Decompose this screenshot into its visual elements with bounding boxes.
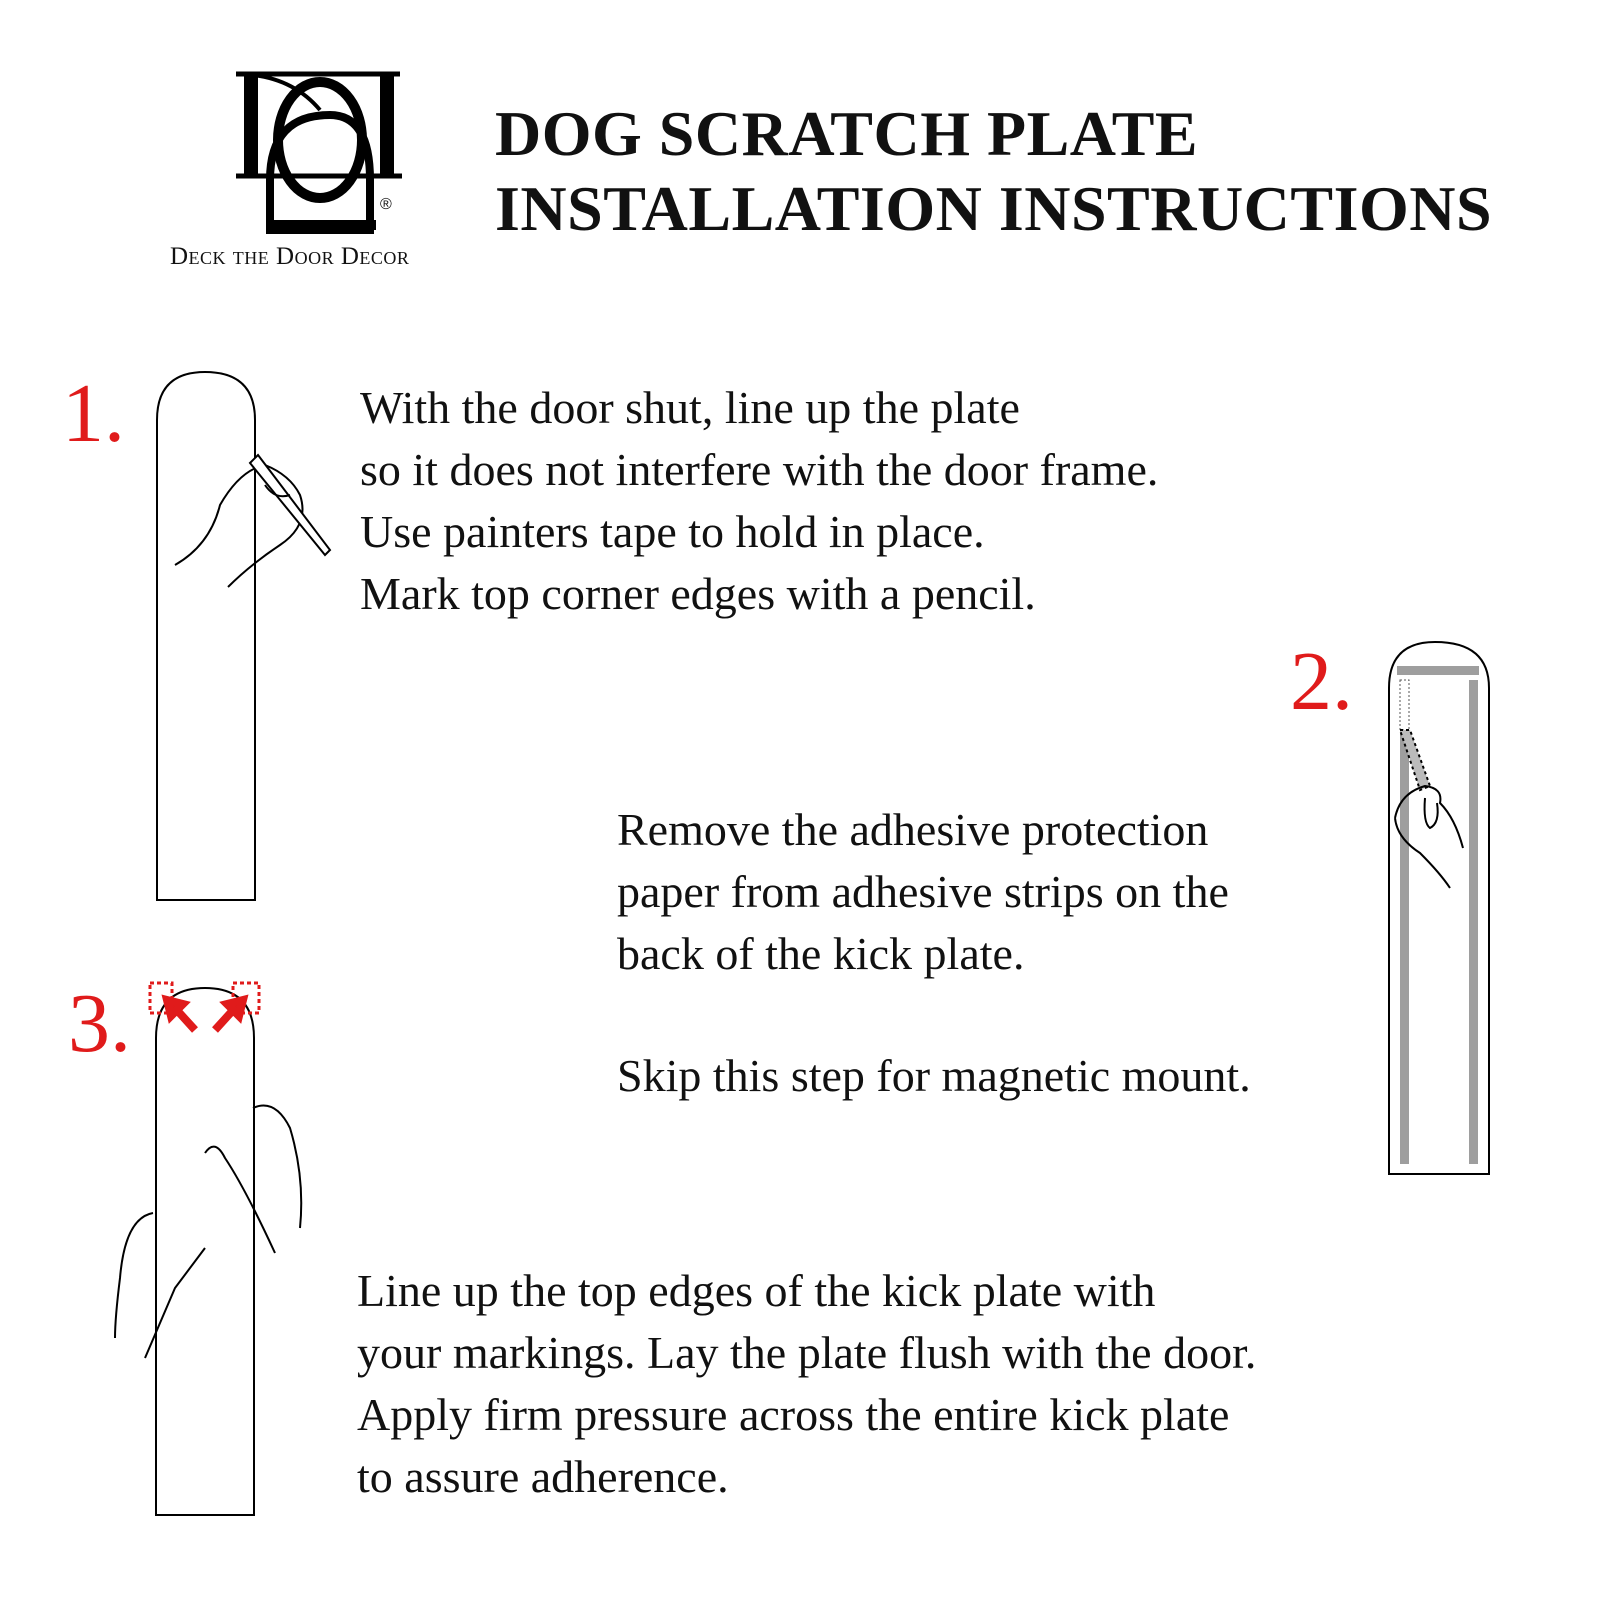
step-1-text: [360, 377, 1158, 625]
step-3-text: [357, 1260, 1256, 1508]
step-3-number: 3.: [68, 977, 131, 1070]
logo-mark-icon: [230, 70, 410, 240]
step-3-plate-illustration: [105, 978, 315, 1523]
step-3-line: your markings. Lay the plate flush with the door.: [357, 1327, 1257, 1378]
step-2-number: 2.: [1290, 635, 1353, 728]
step-1-line: Use painters tape to hold in place.: [360, 506, 985, 557]
step-3-line: Apply firm pressure across the entire kick plate: [357, 1389, 1230, 1440]
page-title-line1: DOG SCRATCH PLATE: [495, 98, 1199, 169]
brand-name: Deck the Door Decor: [170, 243, 410, 270]
step-3-line: Line up the top edges of the kick plate with: [357, 1265, 1156, 1316]
brand-logo: [230, 70, 410, 240]
step-2-line: paper from adhesive strips on the: [617, 866, 1229, 917]
step-1-line: Mark top corner edges with a pencil.: [360, 568, 1036, 619]
step-2-plate-illustration: [1385, 638, 1495, 1178]
step-1-plate-illustration: [150, 365, 350, 910]
step-2-line: back of the kick plate.: [617, 928, 1025, 979]
step-1-line: so it does not interfere with the door frame.: [360, 444, 1159, 495]
step-1-line: With the door shut, line up the plate: [360, 382, 1020, 433]
step-1-number: 1.: [62, 367, 125, 460]
step-2-line: Remove the adhesive protection: [617, 804, 1209, 855]
step-2-note: Skip this step for magnetic mount.: [617, 1050, 1251, 1101]
registered-mark: ®: [380, 196, 392, 213]
step-2-text: [617, 799, 1229, 985]
page-title-line2: INSTALLATION INSTRUCTIONS: [495, 173, 1493, 244]
step-3-line: to assure adherence.: [357, 1451, 729, 1502]
